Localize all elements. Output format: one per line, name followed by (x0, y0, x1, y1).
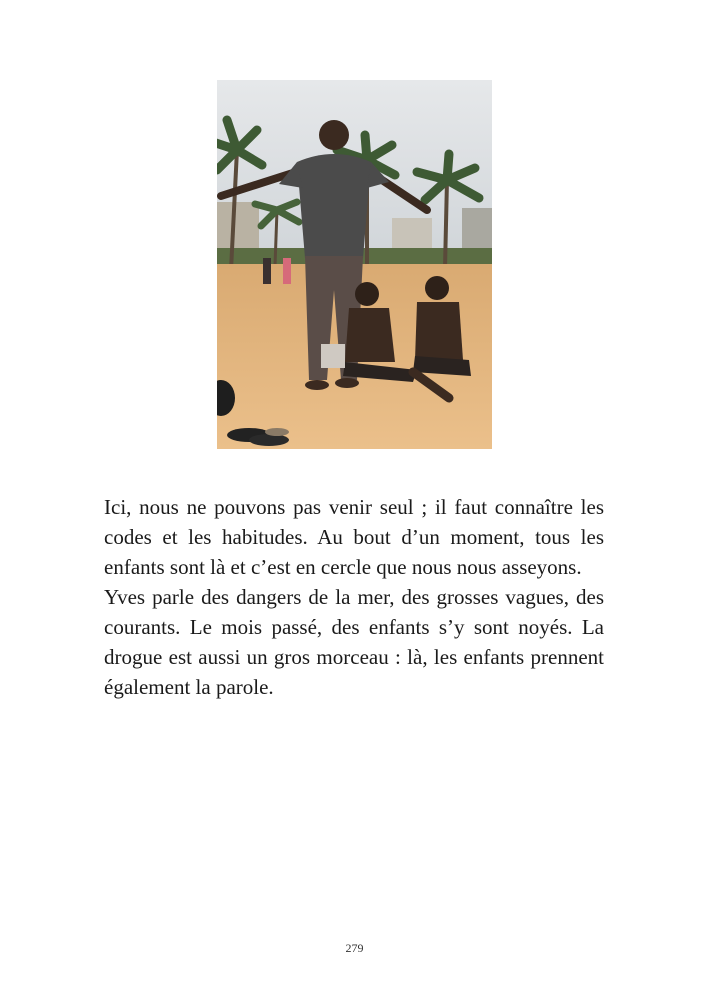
page-number: 279 (345, 941, 364, 955)
beach-group-photo (217, 80, 492, 449)
beach-photo-illustration (217, 80, 492, 449)
paragraph: Ici, nous ne pouvons pas venir seul ; il faut connaître les codes et les habitudes. Au bout d’un moment, tous les enfants sont là et c’est en cercle que nous nous asseyons. (104, 495, 604, 579)
body-text (104, 492, 604, 702)
paragraph: Yves parle des dangers de la mer, des grosses vagues, des courants. Le mois passé, des enfants s’y sont noyés. La drogue est aussi un gros morceau : là, les enfants prennent également la parole. (104, 585, 604, 699)
